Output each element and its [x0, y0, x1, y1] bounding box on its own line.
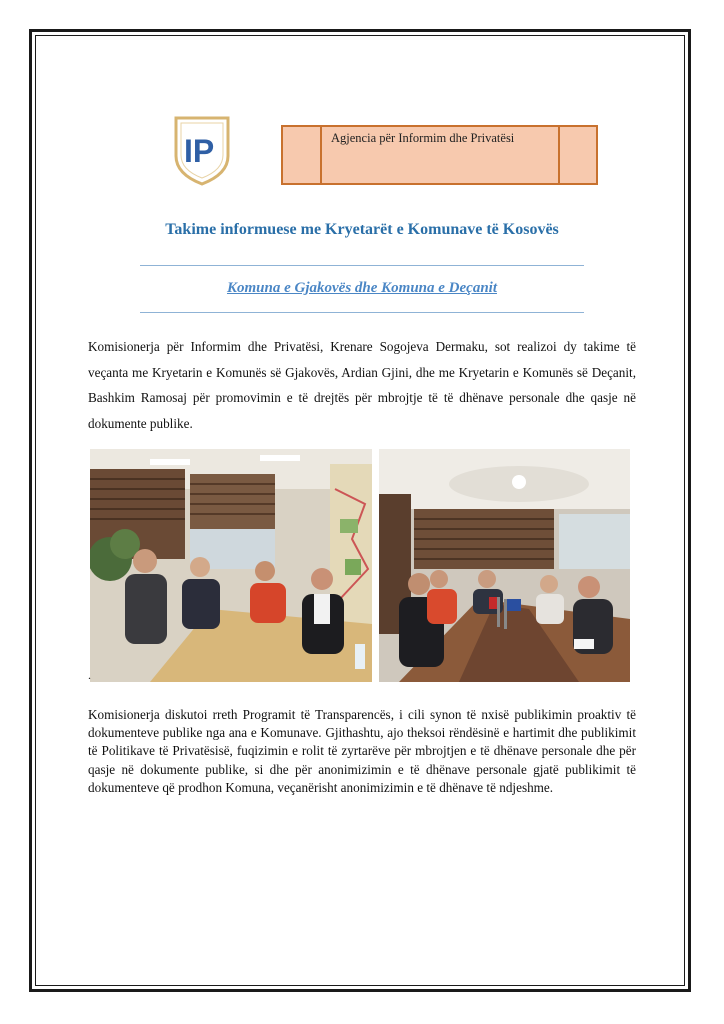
discussion-paragraph: Komisionerja diskutoi rreth Programit të Transparencës, i cili synon të nxisë publikimin proaktiv të dokumenteve publike nga ana e Komunave. Gjithashtu, ajo theksoi rëndësinë e hartimit dhe publikimit të Politikave të Privatësisë, fuqizimin e rolit të zyrtarëve për mbrojtjen e të dhënave personale dhe për qasje në dokumente publike, si dhe për anonimizimin e të dhënave personale gjatë publikimit të dokumenteve që prodhon Komuna, veçanërisht anonimizimin e të dhënave të ndjeshme.: [88, 707, 636, 795]
logo-lettering: IP: [184, 133, 215, 169]
banner-divider-right: [558, 127, 560, 183]
ip-logo: [172, 112, 232, 186]
page-subtitle: Komuna e Gjakovës dhe Komuna e Deçanit: [226, 280, 497, 296]
banner-text: Agjencia për Informim dhe Privatësi: [331, 131, 515, 145]
stray-dot: .: [88, 668, 91, 682]
agency-banner: [281, 125, 598, 185]
page-title: Takime informuese me Kryetarët e Komunave të Kosovës: [165, 221, 559, 238]
meeting-photo-gjakova: [90, 449, 372, 682]
meeting-photo-decan: [379, 449, 630, 682]
intro-paragraph: Komisionerja për Informim dhe Privatësi, Krenare Sogojeva Dermaku, sot realizoi dy takime të veçanta me Kryetarin e Komunës së Gjakovës, Ardian Gjini, dhe me Kryetarin e Komunës së Deçanit, Bashkim Ramosaj për promovimin e të drejtës për mbrojtje të të dhënave personale dhe qasje në dokumente publike.: [88, 339, 636, 431]
subtitle-rule: [140, 312, 584, 313]
title-rule: [140, 265, 584, 266]
banner-divider-left: [320, 127, 322, 183]
